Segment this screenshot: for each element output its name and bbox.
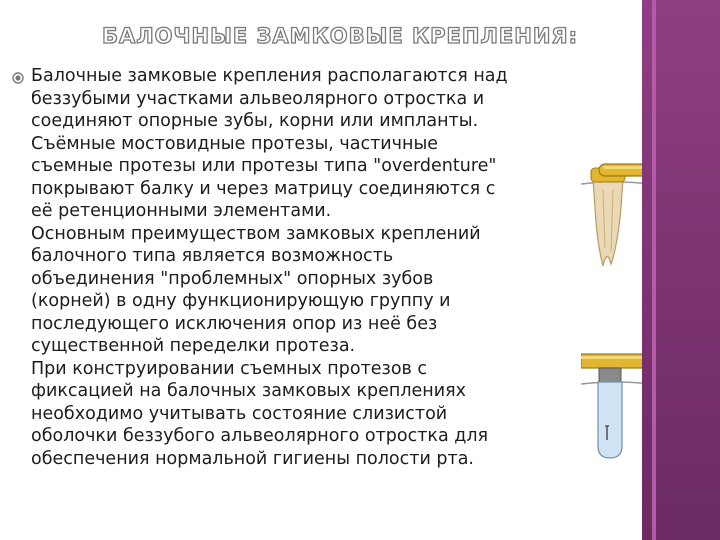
text-line: Балочные замковые крепления располагаются над bbox=[31, 66, 508, 86]
slide-title: БАЛОЧНЫЕ ЗАМКОВЫЕ КРЕПЛЕНИЯ: bbox=[101, 24, 578, 48]
text-line: съемные протезы или протезы типа "overdenture" bbox=[31, 156, 497, 176]
text-line: Основным преимуществом замковых креплений bbox=[31, 223, 481, 244]
text-line: покрывают балку и через матрицу соединяются с bbox=[31, 178, 496, 199]
text-line: При конструировании съемных протезов с bbox=[31, 358, 428, 379]
text-line: балочного типа является возможность bbox=[31, 246, 394, 266]
text-line: обеспечения нормальной гигиены полости рта. bbox=[31, 448, 474, 469]
body-text bbox=[31, 65, 606, 470]
text-line: Съёмные мостовидные протезы, частичные bbox=[31, 133, 439, 154]
decorative-side-bar bbox=[642, 0, 720, 540]
text-line: оболочки беззубого альвеолярного отростка для bbox=[31, 426, 489, 446]
text-line: беззубыми участками альвеолярного отростка и bbox=[31, 88, 485, 109]
text-line: фиксацией на балочных замковых креплениях bbox=[31, 381, 466, 401]
side-bar-stripe bbox=[652, 0, 656, 540]
text-line: соединяют опорные зубы, корни или импланты. bbox=[31, 111, 479, 131]
text-line: необходимо учитывать состояние слизистой bbox=[31, 403, 448, 424]
circle-bullet-icon bbox=[12, 72, 24, 84]
text-line: существенной переделки протеза. bbox=[31, 336, 356, 356]
text-line: последующего исключения опор из неё без bbox=[31, 313, 438, 334]
text-line: её ретенционными элементами. bbox=[31, 201, 332, 221]
text-line: (корней) в одну функционирующую группу и bbox=[31, 291, 451, 311]
text-line: объединения "проблемных" опорных зубов bbox=[31, 268, 434, 289]
